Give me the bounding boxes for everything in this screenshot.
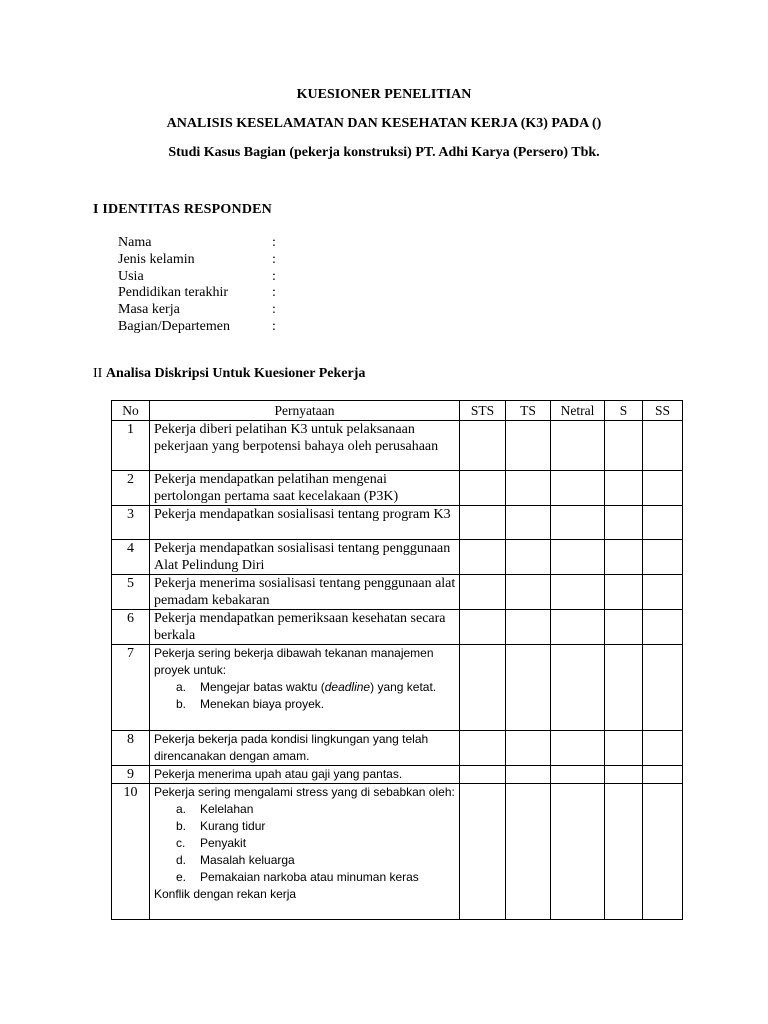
answer-cell-ts[interactable]: [506, 471, 551, 506]
list-item: [154, 869, 456, 886]
identity-colon: :: [272, 318, 276, 334]
answer-cell-ts[interactable]: [506, 731, 551, 766]
table-header-row: [112, 401, 683, 421]
row-statement: [150, 645, 460, 731]
answer-cell-ss[interactable]: [643, 575, 683, 610]
answer-cell-netral[interactable]: [551, 471, 605, 506]
answer-cell-s[interactable]: [605, 645, 643, 731]
list-item-text-part: Mengejar batas waktu (: [200, 680, 325, 694]
answer-cell-ts[interactable]: [506, 421, 551, 471]
answer-cell-ts[interactable]: [506, 610, 551, 645]
answer-cell-sts[interactable]: [460, 421, 506, 471]
row-number: 8: [112, 731, 150, 766]
row-number: 6: [112, 610, 150, 645]
answer-cell-ss[interactable]: [643, 645, 683, 731]
answer-cell-ts[interactable]: [506, 540, 551, 575]
answer-cell-sts[interactable]: [460, 731, 506, 766]
identity-colon: :: [272, 251, 276, 267]
answer-cell-netral[interactable]: [551, 540, 605, 575]
answer-cell-s[interactable]: [605, 506, 643, 540]
table-row: [112, 610, 683, 645]
row-statement: Pekerja bekerja pada kondisi lingkungan yang telah direncanakan dengan amam.: [150, 731, 460, 766]
answer-cell-sts[interactable]: [460, 471, 506, 506]
questionnaire-table: [111, 400, 683, 920]
list-item: [154, 852, 456, 869]
sub-item-list: [154, 679, 456, 713]
answer-cell-s[interactable]: [605, 540, 643, 575]
answer-cell-sts[interactable]: [460, 506, 506, 540]
identity-colon: :: [272, 235, 276, 250]
row-number: 7: [112, 645, 150, 731]
answer-cell-ss[interactable]: [643, 784, 683, 920]
deadline-emphasis: deadline: [324, 680, 371, 694]
row-statement: Pekerja mendapatkan sosialisasi tentang program K3: [150, 506, 460, 540]
identity-label: Nama: [118, 235, 152, 250]
answer-cell-ts[interactable]: [506, 506, 551, 540]
answer-cell-ts[interactable]: [506, 575, 551, 610]
list-item-text: Kelelahan: [200, 802, 254, 816]
identity-colon: :: [272, 285, 276, 301]
answer-cell-ts[interactable]: [506, 784, 551, 920]
table-row: [112, 784, 683, 920]
row-statement: Pekerja mendapatkan sosialisasi tentang penggunaan Alat Pelindung Diri: [150, 540, 460, 575]
answer-cell-netral[interactable]: [551, 506, 605, 540]
identity-row-nama: [118, 235, 282, 252]
answer-cell-netral[interactable]: [551, 766, 605, 784]
list-item: [154, 801, 456, 818]
table-row: [112, 645, 683, 731]
answer-cell-sts[interactable]: [460, 766, 506, 784]
list-marker: d.: [176, 853, 187, 867]
header-ss: SS: [643, 401, 683, 421]
identity-colon: :: [272, 268, 276, 284]
answer-cell-sts[interactable]: [460, 610, 506, 645]
list-item: [154, 818, 456, 835]
row-number: 4: [112, 540, 150, 575]
header-ts: TS: [506, 401, 551, 421]
row-number: 3: [112, 506, 150, 540]
identity-row-pendidikan: [118, 285, 282, 302]
identity-label: Pendidikan terakhir: [118, 285, 229, 301]
answer-cell-ss[interactable]: [643, 731, 683, 766]
analysis-section-heading: [93, 366, 365, 382]
answer-cell-ss[interactable]: [643, 471, 683, 506]
answer-cell-netral[interactable]: [551, 610, 605, 645]
answer-cell-s[interactable]: [605, 575, 643, 610]
row-number: 5: [112, 575, 150, 610]
row-statement: Pekerja diberi pelatihan K3 untuk pelaksanaan pekerjaan yang berpotensi bahaya oleh perusahaan: [150, 421, 460, 471]
identity-row-usia: [118, 269, 282, 286]
table-row: [112, 766, 683, 784]
answer-cell-sts[interactable]: [460, 540, 506, 575]
row-number: 2: [112, 471, 150, 506]
row-statement: Pekerja mendapatkan pemeriksaan kesehatan secara berkala: [150, 610, 460, 645]
header-pernyataan: Pernyataan: [150, 401, 460, 421]
document-title: KUESIONER PENELITIAN: [296, 87, 472, 102]
identity-row-bagian: [118, 319, 282, 336]
answer-cell-ts[interactable]: [506, 766, 551, 784]
row-statement: Pekerja mendapatkan pelatihan mengenai pertolongan pertama saat kecelakaan (P3K): [150, 471, 460, 506]
answer-cell-s[interactable]: [605, 731, 643, 766]
answer-cell-ss[interactable]: [643, 540, 683, 575]
answer-cell-ss[interactable]: [643, 421, 683, 471]
table-row: [112, 421, 683, 471]
list-item-text-part: ) yang ketat.: [370, 680, 437, 694]
identity-label: Masa kerja: [118, 302, 180, 318]
answer-cell-ts[interactable]: [506, 645, 551, 731]
list-item-text: Penyakit: [200, 836, 247, 850]
case-study-line: Studi Kasus Bagian (pekerja konstruksi) PT. Adhi Karya (Persero) Tbk.: [168, 145, 600, 160]
list-marker: b.: [176, 697, 187, 711]
list-item: [154, 835, 456, 852]
table-row: [112, 731, 683, 766]
row-statement: [150, 784, 460, 920]
answer-cell-s[interactable]: [605, 766, 643, 784]
table-row: [112, 471, 683, 506]
table-row: [112, 506, 683, 540]
list-item: [154, 679, 456, 696]
answer-cell-ss[interactable]: [643, 766, 683, 784]
answer-cell-s[interactable]: [605, 421, 643, 471]
list-marker: c.: [176, 836, 186, 850]
row-number: 9: [112, 766, 150, 784]
list-item-text: Masalah keluarga: [200, 853, 295, 867]
sub-item-list: [154, 801, 456, 886]
identity-colon: :: [272, 302, 276, 318]
answer-cell-netral[interactable]: [551, 575, 605, 610]
identity-fields: [118, 235, 282, 336]
table-row: [112, 575, 683, 610]
row-number: 1: [112, 421, 150, 471]
list-marker: e.: [176, 870, 187, 884]
trailing-statement: Konflik dengan rekan kerja: [154, 887, 297, 901]
document-subtitle: ANALISIS KESELAMATAN DAN KESEHATAN KERJA (K3) PADA (): [166, 116, 602, 131]
answer-cell-netral[interactable]: [551, 645, 605, 731]
row-statement: Pekerja menerima upah atau gaji yang pantas.: [150, 766, 460, 784]
answer-cell-s[interactable]: [605, 610, 643, 645]
answer-cell-ss[interactable]: [643, 506, 683, 540]
identity-label: Usia: [118, 268, 144, 284]
answer-cell-s[interactable]: [605, 471, 643, 506]
identity-label: Bagian/Departemen: [118, 318, 230, 334]
identity-row-jenis-kelamin: [118, 252, 282, 269]
answer-cell-sts[interactable]: [460, 784, 506, 920]
answer-cell-s[interactable]: [605, 784, 643, 920]
answer-cell-sts[interactable]: [460, 645, 506, 731]
header-s: S: [605, 401, 643, 421]
row-number: 10: [112, 784, 150, 920]
list-marker: a.: [176, 802, 187, 816]
list-item-text: [200, 679, 436, 696]
row-statement: Pekerja menerima sosialisasi tentang penggunaan alat pemadam kebakaran: [150, 575, 460, 610]
list-marker: a.: [176, 680, 187, 694]
answer-cell-ss[interactable]: [643, 610, 683, 645]
list-item-text: Menekan biaya proyek.: [200, 697, 325, 711]
statement-text: Pekerja sering mengalami stress yang di sebabkan oleh:: [154, 785, 455, 799]
answer-cell-netral[interactable]: [551, 784, 605, 920]
header-no: No: [112, 401, 150, 421]
identity-section-heading: I IDENTITAS RESPONDEN: [93, 202, 272, 217]
table-row: [112, 540, 683, 575]
identity-row-masa-kerja: [118, 302, 282, 319]
header-sts: STS: [460, 401, 506, 421]
analysis-heading: Analisa Diskripsi Untuk Kuesioner Pekerja: [105, 366, 366, 381]
list-item-text: Kurang tidur: [200, 819, 266, 833]
answer-cell-netral[interactable]: [551, 731, 605, 766]
identity-label: Jenis kelamin: [118, 251, 195, 267]
header-netral: Netral: [551, 401, 605, 421]
answer-cell-netral[interactable]: [551, 421, 605, 471]
list-item: [154, 696, 456, 713]
statement-text: Pekerja sering bekerja dibawah tekanan manajemen proyek untuk:: [154, 646, 434, 677]
answer-cell-sts[interactable]: [460, 575, 506, 610]
analysis-prefix: II: [93, 366, 106, 381]
list-marker: b.: [176, 819, 187, 833]
list-item-text: Pemakaian narkoba atau minuman keras: [200, 870, 419, 884]
